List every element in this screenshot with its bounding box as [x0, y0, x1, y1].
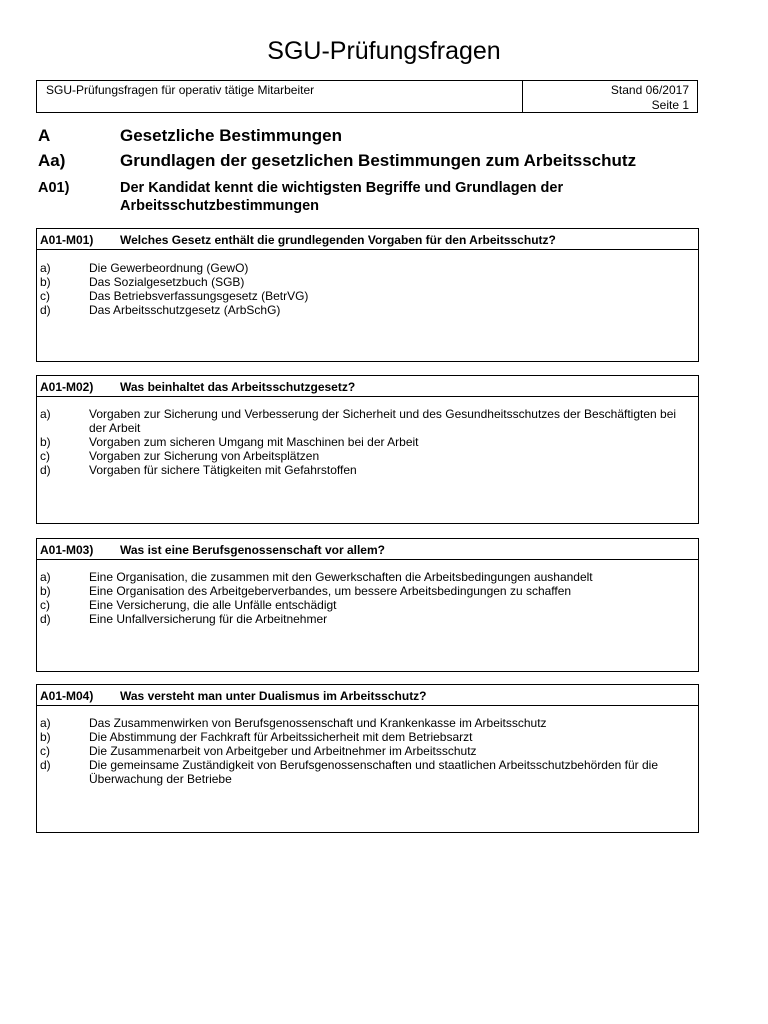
answer-text: Die Gewerbeordnung (GewO) [89, 261, 249, 275]
question-text: Was ist eine Berufsgenossenschaft vor allem? [120, 543, 385, 557]
question-text: Welches Gesetz enthält die grundlegenden Vorgaben für den Arbeitsschutz? [120, 233, 556, 247]
question-text: Was versteht man unter Dualismus im Arbeitsschutz? [120, 689, 427, 703]
section-code: Aa) [38, 151, 66, 170]
answer-text: Die Zusammenarbeit von Arbeitgeber und Arbeitnehmer im Arbeitsschutz [89, 744, 477, 758]
answer-text: Das Sozialgesetzbuch (SGB) [89, 275, 245, 289]
answer-letter: a) [40, 261, 51, 275]
section-title: Grundlagen der gesetzlichen Bestimmungen zum Arbeitsschutz [120, 151, 637, 170]
answer-letter: a) [40, 570, 51, 584]
question-box-a01-m03 [36, 538, 699, 672]
answer-text: Vorgaben für sichere Tätigkeiten mit Gefahrstoffen [89, 463, 357, 477]
answer-text: Eine Organisation, die zusammen mit den Gewerkschaften die Arbeitsbedingungen aushandelt [89, 570, 593, 584]
answer-letter: a) [40, 407, 51, 421]
answer-letter: b) [40, 730, 51, 744]
header-page-number: Seite 1 [651, 98, 689, 112]
answer-text: Vorgaben zum sicheren Umgang mit Maschinen bei der Arbeit [89, 435, 419, 449]
question-box-a01-m02 [36, 375, 699, 524]
section-code: A [38, 126, 51, 145]
header-stand: Stand 06/2017 [610, 83, 689, 97]
question-code: A01-M02) [40, 380, 94, 394]
header-document-description: SGU-Prüfungsfragen für operativ tätige Mitarbeiter [37, 81, 523, 112]
document-header-table [36, 80, 698, 113]
question-header [37, 229, 698, 250]
answer-letter: c) [40, 449, 50, 463]
page-title: SGU-Prüfungsfragen [267, 37, 501, 65]
answer-letter: d) [40, 758, 51, 772]
section-title: Der Kandidat kennt die wichtigsten Begriffe und Grundlagen der Arbeitsschutzbestimmungen [120, 180, 564, 214]
answer-letter: d) [40, 463, 51, 477]
section-code: A01) [38, 180, 70, 196]
answer-letter: b) [40, 275, 51, 289]
answer-text: Vorgaben zur Sicherung von Arbeitsplätzen [89, 449, 320, 463]
question-header [37, 376, 698, 397]
question-header [37, 539, 698, 560]
question-code: A01-M01) [40, 233, 94, 247]
answer-text: Das Zusammenwirken von Berufsgenossenschaft und Krankenkasse im Arbeitsschutz [89, 716, 547, 730]
answer-letter: a) [40, 716, 51, 730]
section-title: Gesetzliche Bestimmungen [120, 126, 343, 145]
question-code: A01-M03) [40, 543, 94, 557]
question-box-a01-m04 [36, 684, 699, 833]
answer-letter: b) [40, 435, 51, 449]
answer-text: Eine Versicherung, die alle Unfälle entschädigt [89, 598, 337, 612]
header-stand-and-page [523, 81, 697, 112]
question-code: A01-M04) [40, 689, 94, 703]
answer-text: Die Abstimmung der Fachkraft für Arbeitssicherheit mit dem Betriebsarzt [89, 730, 473, 744]
answer-letter: c) [40, 289, 50, 303]
question-text: Was beinhaltet das Arbeitsschutzgesetz? [120, 380, 356, 394]
answer-text: Das Arbeitsschutzgesetz (ArbSchG) [89, 303, 281, 317]
answer-text: Vorgaben zur Sicherung und Verbesserung der Sicherheit und des Gesundheitsschutzes der Beschäftigten bei der Arbeit [89, 407, 677, 435]
question-box-a01-m01 [36, 228, 699, 362]
answer-text: Eine Organisation des Arbeitgeberverbandes, um bessere Arbeitsbedingungen zu schaffen [89, 584, 572, 598]
answer-letter: b) [40, 584, 51, 598]
answer-letter: c) [40, 598, 50, 612]
answer-letter: c) [40, 744, 50, 758]
question-header [37, 685, 698, 706]
answer-text: Eine Unfallversicherung für die Arbeitnehmer [89, 612, 328, 626]
answer-letter: d) [40, 303, 51, 317]
answer-text: Die gemeinsame Zuständigkeit von Berufsgenossenschaften und staatlichen Arbeitsschutzbehörden für die Überwachung der Betriebe [89, 758, 659, 786]
answer-letter: d) [40, 612, 51, 626]
answer-text: Das Betriebsverfassungsgesetz (BetrVG) [89, 289, 309, 303]
